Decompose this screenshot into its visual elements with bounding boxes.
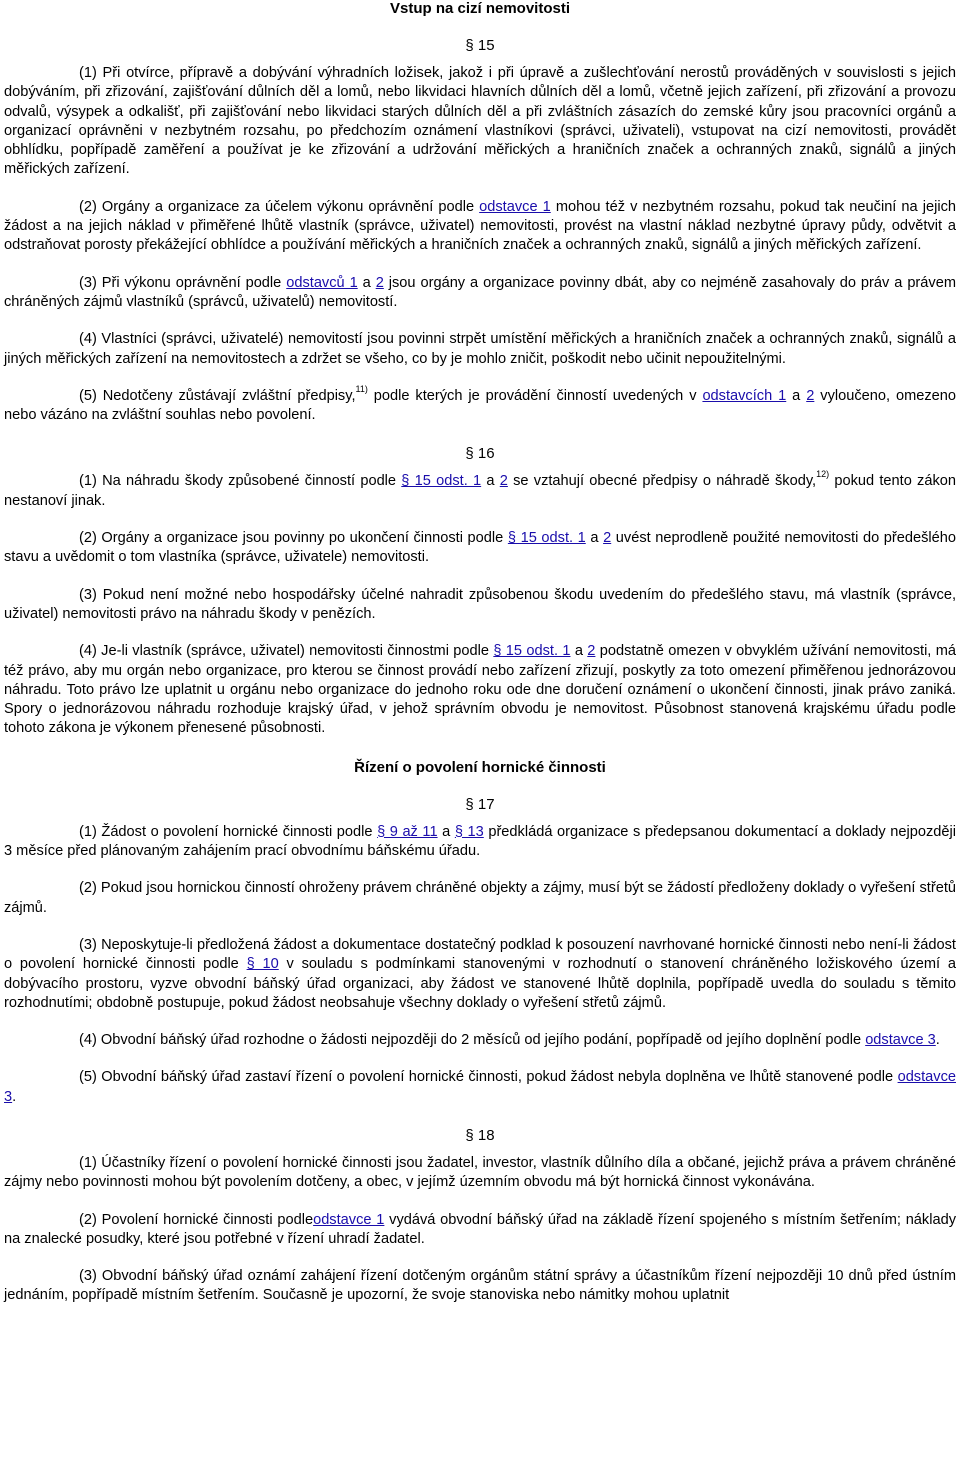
link-2[interactable]: 2 bbox=[499, 473, 508, 490]
section-17-heading: § 17 bbox=[465, 795, 495, 813]
s15-paragraph-1: (1) Při otvírce, přípravě a dobývání výhradních ložisek, jakož i při úpravě a zušlechťování nerostů prováděných v souvislosti s jejich dobýváním, při zřizování, zajišťování důlních děl a lomů, nebo likvidaci hlavních důlních děl a lomů, včetně jejich zařízení, při zřizování a provozu odvalů, výsypek a odkališť, při zajišťování nebo likvidaci starých důlních děl a při zvláštních zásazích do zemské kůry jsou pracovníci orgánů a organizací oprávněni v nezbytném rozsahu, po předchozím oznámení vlastníkovi (správci, uživateli), vstupovat na cizí nemovitosti, provádět obhlídku, popřípadě zaměření a používat je ke zřizování a udržování měřických a hraničních značek a ochranných znaků, signálů a jiných měřických zařízení. bbox=[4, 65, 956, 178]
link-2[interactable]: 2 bbox=[375, 274, 384, 291]
link-odstavce-1[interactable]: odstavce 1 bbox=[313, 1211, 385, 1228]
heading-vstup: Vstup na cizí nemovitosti bbox=[389, 0, 571, 17]
footnote-ref-12: 12) bbox=[816, 469, 830, 480]
link-2[interactable]: 2 bbox=[587, 643, 596, 660]
link-2[interactable]: 2 bbox=[603, 530, 612, 547]
link-odstavce-3[interactable]: odstavce 3 bbox=[865, 1032, 936, 1049]
link-odstavcu-1[interactable]: odstavců 1 bbox=[286, 274, 358, 291]
s16-paragraph-1: (1) Na náhradu škody způsobené činností podle § 15 odst. 1 a 2 se vztahují obecné předpisy o náhradě škody,$^{12)}$ pokud tento zákon nestanoví jinak. bbox=[4, 469, 957, 509]
link-2[interactable]: 2 bbox=[806, 387, 815, 404]
s18-paragraph-1: (1) Účastníky řízení o povolení hornické činnosti jsou žadatel, investor, vlastník důlního díla a občané, jejichž práva a právem chráněné zájmy nebo povinnosti mohou být povolením dotčeny, a obec, v jejímž územním obvodu má být hornická činnost vykonávána. bbox=[4, 1154, 956, 1191]
section-18-heading: § 18 bbox=[465, 1126, 495, 1144]
s15-paragraph-3: (3) Při výkonu oprávnění podle odstavců 1 a 2 jsou orgány a organizace povinny dbát, aby co nejméně zasahovaly do práv a právem chráněných zájmů vlastníků (správců, uživatelů) nemovitostí. bbox=[4, 274, 956, 310]
link-odstavcich-1[interactable]: odstavcích 1 bbox=[702, 387, 787, 404]
link-odstavce-1[interactable]: odstavce 1 bbox=[479, 198, 551, 215]
link-15-odst-1[interactable]: § 15 odst. 1 bbox=[401, 473, 482, 490]
s17-paragraph-5: (5) Obvodní báňský úřad zastaví řízení o povolení hornické činnosti, pokud žádost nebyla doplněna ve lhůtě stanovené podle odstavce 3. bbox=[4, 1069, 956, 1105]
s17-paragraph-2: (2) Pokud jsou hornickou činností ohroženy právem chráněné objekty a zájmy, musí být se žádostí předloženy doklady o vyřešení střetů zájmů. bbox=[4, 880, 956, 916]
heading-rizeni: Řízení o povolení hornické činnosti bbox=[354, 758, 606, 776]
s18-paragraph-2: (2) Povolení hornické činnosti podleodstavce 1 vydává obvodní báňský úřad na základě řízení spojeného s místním šetřením; náklady na znalecké posudky, které jsou potřebné v řízení uhradí žadatel. bbox=[4, 1211, 956, 1247]
link-9-az-11[interactable]: § 9 až 11 bbox=[377, 823, 438, 840]
link-15-odst-1[interactable]: § 15 odst. 1 bbox=[493, 643, 571, 660]
s15-paragraph-4: (4) Vlastníci (správci, uživatelé) nemovitostí jsou povinni strpět umístění měřických a hraničních značek a ochranných znaků, signálů a jiných měřických zařízení na nemovitostech a zdržet se všeho, co by je mohlo zničit, poškodit nebo učinit nepoužitelnými. bbox=[4, 331, 956, 367]
s16-paragraph-4: (4) Je-li vlastník (správce, uživatel) nemovitosti činnostmi podle § 15 odst. 1 a 2 podstatně omezen v obvyklém užívání nemovitosti, má též právo, aby mu orgán nebo organizace, pro kterou se činnost provádí nebo zařízení zřizují, poskytly za toto omezení přiměřenou jednorázovou náhradu. Toto právo lze uplatnit u orgánu nebo organizace do jednoho roku ode dne doručení oznámení o ukončení činnosti, jinak právo zaniká. Spory o jednorázovou náhradu rozhoduje krajský úřad, v jehož správním obvodu je nemovitost. Působnost stanovená krajskému úřadu podle tohoto zákona je výkonem přenesené působnosti. bbox=[4, 643, 956, 737]
document-page bbox=[4, 0, 956, 1306]
s17-paragraph-1: (1) Žádost o povolení hornické činnosti podle § 9 až 11 a § 13 předkládá organizace s předepsanou dokumentací a doklady nejpozději 3 měsíce před plánovaným zahájením prací obvodnímu báňskému úřadu. bbox=[4, 823, 956, 860]
link-10[interactable]: § 10 bbox=[246, 956, 279, 973]
link-odstavce-3[interactable]: odstavce 3 bbox=[4, 1069, 956, 1105]
link-13[interactable]: § 13 bbox=[454, 823, 484, 840]
s18-paragraph-3: (3) Obvodní báňský úřad oznámí zahájení řízení dotčeným orgánům státní správy a účastníkům řízení nejpozději 10 dnů před ústním jednáním, popřípadě místním šetřením. Současně je upozorní, že svoje stanoviska nebo námitky mohou uplatnit bbox=[4, 1268, 956, 1304]
s17-paragraph-3: (3) Neposkytuje-li předložená žádost a dokumentace dostatečný podklad k posouzení navrhované hornické činnosti nebo není-li žádost o povolení hornické činnosti podle § 10 v souladu s podmínkami stanovenými v rozhodnutí o stanovení chráněného ložiskového území a dobývacího prostoru, vyzve obvodní báňský úřad organizaci, aby žádost ve stanovené lhůtě doplnila, popřípadě uvedla do souladu s těmito rozhodnutími; obdobně postupuje, pokud žádost neobsahuje všechny doklady o vyřešení střetů zájmů. bbox=[4, 936, 956, 1011]
link-15-odst-1[interactable]: § 15 odst. 1 bbox=[507, 530, 586, 547]
footnote-ref-11: 11) bbox=[355, 383, 368, 394]
s15-paragraph-2: (2) Orgány a organizace za účelem výkonu oprávnění podle odstavce 1 mohou též v nezbytném rozsahu, pokud tak neučiní na jejich žádost a na jejich náklad v přiměřené lhůtě vlastník (správce, uživatel) nemovitosti, provést na vlastní náklad nezbytné úpravy půdy, odvětvit a odstraňovat porosty překážející obhlídce a používání měřických a hraničních značek a ochranných znaků, signálů a jiných měřických zařízení. bbox=[4, 198, 956, 254]
section-15-heading: § 15 bbox=[465, 37, 495, 54]
section-16-heading: § 16 bbox=[465, 445, 495, 463]
s16-paragraph-3: (3) Pokud není možné nebo hospodářsky účelné nahradit způsobenou škodu uvedením do předešlého stavu, má vlastník (správce, uživatel) nemovitosti právo na náhradu škody v penězích. bbox=[4, 586, 956, 622]
s16-paragraph-2: (2) Orgány a organizace jsou povinny po ukončení činnosti podle § 15 odst. 1 a 2 uvést neprodleně použité nemovitosti do předešlého stavu a uvědomit o tom vlastníka (správce, uživatele) nemovitosti. bbox=[4, 530, 956, 566]
s15-paragraph-5: (5) Nedotčeny zůstávají zvláštní předpisy,$^{11)}$ podle kterých je provádění činností uvedených v odstavcích 1 a 2 vyloučeno, omezeno nebo vázáno na zvláštní souhlas nebo povolení. bbox=[4, 383, 956, 424]
s17-paragraph-4: (4) Obvodní báňský úřad rozhodne o žádosti nejpozději do 2 měsíců od jejího podání, popřípadě od jejího doplnění podle odstavce 3. bbox=[79, 1032, 940, 1049]
